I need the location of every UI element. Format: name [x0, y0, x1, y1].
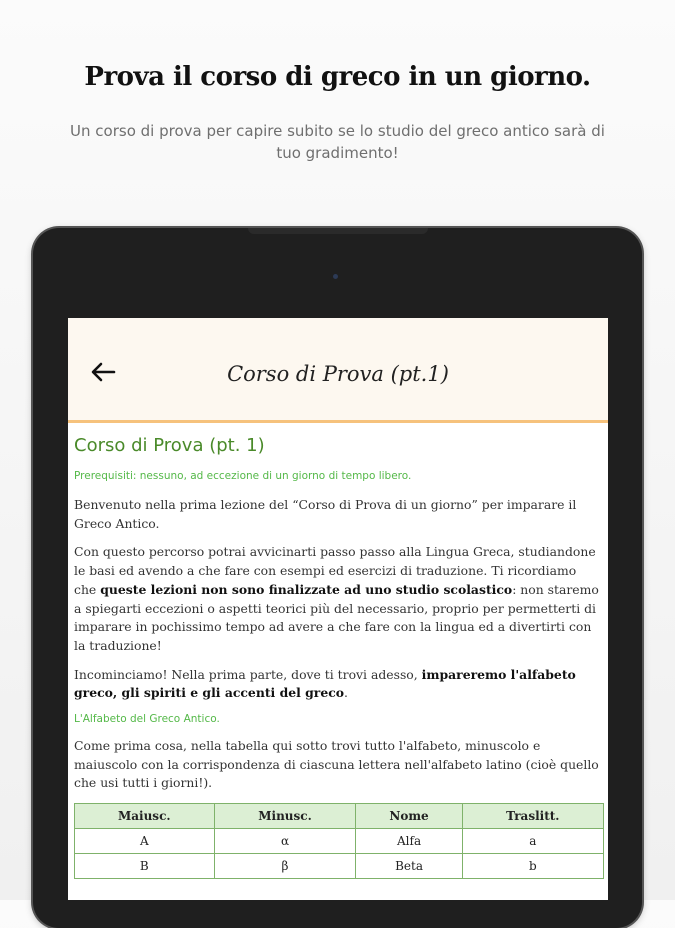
prerequisites-text: Prerequisiti: nessuno, ad eccezione di un giorno di tempo libero. — [74, 470, 412, 482]
table-cell: Alfa — [356, 829, 462, 854]
paragraph-text: : non staremo a spiegarti eccezioni o aspetti teorici più del necessario, proprio per permetterti di imparare in pochissimo tempo ad avere a che fare con la lingua ed a divertirti con la traduzione! — [74, 581, 599, 653]
section-title: L'Alfabeto del Greco Antico. — [74, 713, 220, 726]
table-row — [75, 854, 604, 879]
paragraph-text: . — [344, 685, 348, 701]
lesson-content[interactable] — [68, 423, 608, 879]
table-cell: β — [214, 854, 356, 879]
table-header-row — [75, 804, 604, 829]
bold-text: impareremo l'alfabeto greco, gli spiriti e gli accenti del greco — [74, 666, 576, 701]
promo-subtitle: Un corso di prova per capire subito se lo studio del greco antico sarà di tuo gradimento! — [70, 122, 605, 162]
table-cell: Α — [75, 829, 215, 854]
column-header: Nome — [356, 804, 462, 829]
course-description-paragraph — [74, 543, 602, 655]
table-cell: a — [462, 829, 603, 854]
table-row — [75, 829, 604, 854]
table-cell: α — [214, 829, 356, 854]
table-cell: b — [462, 854, 603, 879]
start-paragraph — [74, 666, 602, 703]
promo-title: Prova il corso di greco in un giorno. — [84, 62, 591, 92]
paragraph-text: Con questo percorso potrai avvicinarti passo passo alla Lingua Greca, studiandone le basi ed avendo a che fare con esempi ed esercizi di traduzione. Ti ricordiamo che — [74, 544, 596, 597]
app-bar-title: Corso di Prova (pt.1) — [227, 362, 449, 386]
intro-paragraph: Benvenuto nella prima lezione del “Corso di Prova di un giorno” per imparare il Greco Antico. — [74, 497, 577, 531]
paragraph-text: Incominciamo! Nella prima parte, dove ti trovi adesso, — [74, 666, 422, 682]
column-header: Traslitt. — [462, 804, 603, 829]
column-header: Maiusc. — [75, 804, 215, 829]
camera-icon — [333, 274, 338, 279]
lesson-heading: Corso di Prova (pt. 1) — [74, 435, 265, 456]
column-header: Minusc. — [214, 804, 356, 829]
table-cell: Beta — [356, 854, 462, 879]
app-screen — [68, 318, 608, 900]
alphabet-intro-paragraph: Come prima cosa, nella tabella qui sotto trovi tutto l'alfabeto, minuscolo e maiuscolo con la corrispondenza di ciascuna lettera nell'alfabeto latino (cioè quello che usi tutti i giorni!). — [74, 738, 599, 791]
table-cell: Β — [75, 854, 215, 879]
alphabet-table — [74, 803, 604, 879]
bold-text: queste lezioni non sono finalizzate ad uno studio scolastico — [100, 581, 513, 597]
app-bar — [68, 318, 608, 423]
tablet-notch — [248, 228, 428, 234]
